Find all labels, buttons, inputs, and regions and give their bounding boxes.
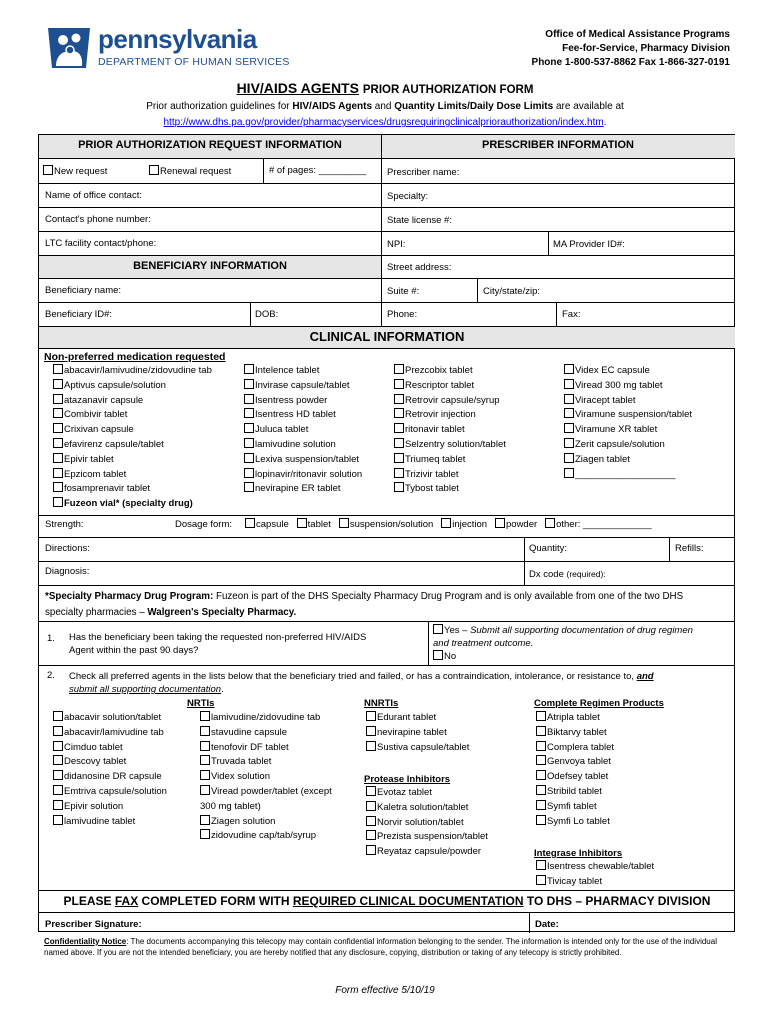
city-state-zip-field[interactable]: City/state/zip: bbox=[483, 286, 541, 297]
logo-subtitle: DEPARTMENT OF HUMAN SERVICES bbox=[98, 56, 290, 68]
agent-option[interactable] bbox=[536, 875, 654, 890]
med-label: efavirenz capsule/tablet bbox=[64, 438, 164, 450]
med-label: atazanavir capsule bbox=[64, 394, 144, 406]
agent-option[interactable] bbox=[536, 785, 614, 800]
agent-label: Truvada tablet bbox=[211, 756, 272, 768]
med-option[interactable] bbox=[564, 364, 692, 379]
agent-label: Odefsey tablet bbox=[547, 771, 609, 783]
q1-text bbox=[69, 631, 366, 657]
refills-field[interactable]: Refills: bbox=[675, 543, 704, 554]
med-option[interactable] bbox=[53, 482, 212, 497]
agent-option[interactable] bbox=[53, 755, 167, 770]
agent-label: Videx solution bbox=[211, 771, 270, 783]
agent-label: Emtriva capsule/solution bbox=[64, 785, 167, 797]
med-label: fosamprenavir tablet bbox=[64, 483, 151, 495]
agent-option[interactable] bbox=[536, 770, 614, 785]
med-option[interactable] bbox=[564, 423, 692, 438]
med-label: Isentress HD tablet bbox=[255, 409, 336, 421]
agent-option[interactable] bbox=[536, 860, 654, 875]
dx-required: (required): bbox=[566, 569, 606, 579]
agent-label: Prezista suspension/tablet bbox=[377, 831, 488, 843]
med-option[interactable] bbox=[244, 408, 362, 423]
med-option[interactable] bbox=[53, 423, 212, 438]
agent-option[interactable] bbox=[53, 741, 167, 756]
q1-line: Agent within the past 90 days? bbox=[69, 645, 199, 656]
med-option[interactable] bbox=[53, 438, 212, 453]
q2-text bbox=[69, 670, 654, 696]
guide-text: Prior authorization guidelines for bbox=[146, 101, 293, 112]
dx-code-label: Dx code bbox=[529, 569, 564, 580]
med-option[interactable] bbox=[564, 408, 692, 423]
notice-title: Confidentiality Notice bbox=[44, 937, 127, 946]
med-label: Zerit capsule/solution bbox=[575, 438, 665, 450]
med-option[interactable] bbox=[394, 482, 506, 497]
med-option[interactable] bbox=[394, 408, 506, 423]
dosage-form-options bbox=[245, 518, 652, 531]
dosage-label: tablet bbox=[307, 519, 331, 530]
agent-option[interactable] bbox=[366, 726, 469, 741]
med-option[interactable] bbox=[394, 364, 506, 379]
dhs-logo bbox=[44, 24, 290, 72]
agent-label: lamivudine tablet bbox=[64, 815, 136, 827]
med-option[interactable] bbox=[564, 438, 692, 453]
agent-label: Isentress chewable/tablet bbox=[547, 861, 655, 872]
agent-label: Tivicay tablet bbox=[547, 875, 603, 887]
agent-option[interactable] bbox=[200, 829, 332, 844]
prescriber-signature-field[interactable]: Prescriber Signature: bbox=[45, 919, 142, 930]
beneficiary-id-field[interactable]: Beneficiary ID#: bbox=[45, 309, 113, 320]
q2-line: submit all supporting documentation bbox=[69, 684, 222, 695]
agent-option[interactable] bbox=[200, 770, 332, 785]
directions-field[interactable]: Directions: bbox=[45, 543, 90, 554]
form-title-sub: PRIOR AUTHORIZATION FORM bbox=[362, 84, 534, 96]
office-line: Office of Medical Assistance Programs bbox=[545, 29, 730, 40]
med-label: ___________________ bbox=[575, 468, 676, 480]
med-label: Crixivan capsule bbox=[64, 424, 134, 436]
med-option[interactable] bbox=[394, 379, 506, 394]
agent-option[interactable] bbox=[200, 711, 332, 726]
yes-note: Submit all supporting documentation of drug regimen bbox=[470, 625, 693, 636]
prescriber-fax-field[interactable]: Fax: bbox=[562, 309, 581, 320]
specialty-bold: *Specialty Pharmacy Drug Program: bbox=[45, 591, 214, 602]
med-label: Prezcobix tablet bbox=[405, 365, 473, 376]
agent-option[interactable] bbox=[366, 711, 469, 726]
agent-option[interactable] bbox=[536, 800, 614, 815]
keystone-logo-icon bbox=[44, 26, 94, 70]
pages-field[interactable]: # of pages: _________ bbox=[269, 165, 367, 176]
dob-field[interactable]: DOB: bbox=[255, 309, 279, 320]
med-label: ritonavir tablet bbox=[405, 424, 465, 436]
agent-option[interactable] bbox=[366, 741, 469, 756]
agent-label: stavudine capsule bbox=[211, 726, 288, 738]
med-label: Fuzeon vial* (specialty drug) bbox=[64, 498, 193, 510]
strength-field[interactable]: Strength: bbox=[45, 519, 84, 530]
agent-label: Kaletra solution/tablet bbox=[377, 801, 469, 813]
nrti-heading: NRTIs bbox=[187, 698, 215, 709]
agent-option[interactable] bbox=[536, 711, 614, 726]
npi-field[interactable]: NPI: bbox=[387, 239, 406, 250]
office-contact-field[interactable]: Name of office contact: bbox=[45, 190, 142, 201]
agent-option[interactable] bbox=[200, 815, 332, 830]
office-line: Phone 1-800-537-8862 Fax 1-866-327-0191 bbox=[531, 57, 730, 68]
fax-banner-text: PLEASE bbox=[63, 894, 115, 908]
guide-text: are available at bbox=[553, 101, 624, 112]
fax-banner-text: FAX bbox=[114, 894, 139, 908]
q1-no-option[interactable] bbox=[433, 650, 693, 663]
agent-option[interactable] bbox=[536, 815, 614, 830]
request-info-header: PRIOR AUTHORIZATION REQUEST INFORMATION bbox=[78, 139, 342, 151]
agent-label: Sustiva capsule/tablet bbox=[377, 741, 470, 753]
med-label: Invirase capsule/tablet bbox=[255, 379, 350, 391]
fax-banner-text: REQUIRED CLINICAL DOCUMENTATION bbox=[292, 894, 524, 908]
agent-option[interactable] bbox=[53, 726, 167, 741]
logo-wordmark: pennsylvania bbox=[98, 24, 257, 54]
med-label: Trizivir tablet bbox=[405, 468, 459, 480]
agent-option[interactable] bbox=[366, 816, 488, 831]
dosage-option[interactable] bbox=[297, 519, 331, 530]
dosage-option[interactable] bbox=[245, 519, 289, 530]
beneficiary-name-field[interactable]: Beneficiary name: bbox=[45, 285, 122, 296]
q1-number: 1. bbox=[47, 633, 55, 644]
agent-option[interactable] bbox=[200, 726, 332, 741]
agent-label: Symfi Lo tablet bbox=[547, 815, 610, 827]
nnrti-heading: NNRTIs bbox=[364, 698, 399, 709]
clinical-info-header: CLINICAL INFORMATION bbox=[309, 329, 465, 344]
med-option[interactable] bbox=[53, 468, 212, 483]
agent-label: lamivudine/zidovudine tab bbox=[211, 712, 321, 723]
med-option-other[interactable] bbox=[564, 468, 692, 483]
med-label: Aptivus capsule/solution bbox=[64, 379, 166, 391]
dosage-label: powder bbox=[506, 519, 538, 530]
option-label: New request bbox=[54, 166, 108, 177]
q1-answers bbox=[433, 624, 693, 663]
dosage-form-label: Dosage form: bbox=[175, 519, 233, 530]
no-label: No bbox=[444, 651, 457, 662]
agent-label: tenofovir DF tablet bbox=[211, 741, 289, 753]
fax-banner bbox=[39, 895, 735, 907]
med-label: Lexiva suspension/tablet bbox=[255, 453, 360, 465]
q1-line: Has the beneficiary been taking the requested non-preferred HIV/AIDS bbox=[69, 632, 367, 643]
agent-label: Ziagen solution bbox=[211, 815, 276, 827]
med-label: abacavir/lamivudine/zidovudine tab bbox=[64, 365, 212, 376]
med-label: nevirapine ER tablet bbox=[255, 483, 341, 495]
agent-label: Stribild tablet bbox=[547, 785, 602, 797]
med-label: Retrovir capsule/syrup bbox=[405, 394, 500, 406]
dosage-label: other: _____________ bbox=[556, 519, 652, 530]
med-label: Videx EC capsule bbox=[575, 365, 650, 376]
option-label: Renewal request bbox=[160, 166, 232, 177]
dx-code-field[interactable] bbox=[529, 568, 606, 581]
guidelines-text bbox=[0, 99, 770, 131]
guide-bold: Quantity Limits/Daily Dose Limits bbox=[394, 101, 554, 112]
agent-option[interactable] bbox=[53, 785, 167, 800]
med-option[interactable] bbox=[394, 423, 506, 438]
agent-label: Norvir solution/tablet bbox=[377, 816, 464, 828]
diagnosis-field[interactable]: Diagnosis: bbox=[45, 566, 90, 577]
agent-option[interactable] bbox=[200, 755, 332, 770]
dosage-option[interactable] bbox=[441, 519, 487, 530]
fax-banner-text: TO DHS – PHARMACY DIVISION bbox=[523, 894, 711, 908]
agent-option[interactable] bbox=[366, 845, 488, 860]
nonpref-col-4 bbox=[564, 364, 692, 482]
new-request-option[interactable] bbox=[43, 165, 107, 178]
agent-option[interactable] bbox=[536, 741, 614, 756]
nnrti-col bbox=[366, 711, 469, 755]
agent-label: Epivir solution bbox=[64, 800, 124, 812]
agent-option[interactable] bbox=[53, 815, 167, 830]
nrti-col-a bbox=[53, 711, 167, 829]
yes-label: Yes – bbox=[444, 625, 468, 636]
guide-bold: HIV/AIDS Agents bbox=[292, 101, 373, 112]
beneficiary-info-header: BENEFICIARY INFORMATION bbox=[133, 260, 287, 272]
specialty-bold: Walgreen's Specialty Pharmacy. bbox=[147, 607, 297, 618]
agent-option[interactable] bbox=[200, 741, 332, 756]
agent-option[interactable] bbox=[536, 726, 614, 741]
q2-line: . bbox=[221, 684, 224, 695]
protease-col bbox=[366, 786, 488, 860]
med-option[interactable] bbox=[244, 468, 362, 483]
med-label: Viramune XR tablet bbox=[575, 424, 658, 436]
med-option[interactable] bbox=[244, 438, 362, 453]
agent-label: Viread powder/tablet (except bbox=[211, 785, 332, 797]
med-label: lamivudine solution bbox=[255, 438, 336, 450]
specialty-program-note bbox=[45, 589, 683, 621]
q2-line: Check all preferred agents in the lists below that the beneficiary tried and failed, or has a contraindication, intolerance, or resistance to, bbox=[69, 671, 635, 682]
agent-label: Evotaz tablet bbox=[377, 787, 432, 798]
nonpreferred-title: Non-preferred medication requested bbox=[44, 351, 226, 363]
fuzeon-option[interactable] bbox=[53, 497, 212, 512]
med-label: Epivir tablet bbox=[64, 453, 114, 465]
med-label: Triumeq tablet bbox=[405, 453, 466, 465]
quantity-field[interactable]: Quantity: bbox=[529, 543, 568, 554]
prescriber-name-field[interactable]: Prescriber name: bbox=[387, 167, 460, 178]
form-effective-date: Form effective 5/10/19 bbox=[335, 985, 435, 996]
form-title-main: HIV/AIDS AGENTS bbox=[236, 80, 359, 96]
agent-option[interactable] bbox=[366, 830, 488, 845]
med-label: Selzentry solution/tablet bbox=[405, 438, 506, 450]
agent-label-cont: 300 mg tablet) bbox=[200, 800, 261, 812]
new-request-checkbox[interactable] bbox=[43, 165, 53, 175]
office-contact-block bbox=[532, 28, 730, 70]
renewal-request-option[interactable] bbox=[149, 165, 231, 178]
agent-option[interactable] bbox=[536, 755, 614, 770]
dosage-option[interactable] bbox=[339, 519, 433, 530]
med-label: Intelence tablet bbox=[255, 365, 320, 376]
med-label: Viramune suspension/tablet bbox=[575, 409, 693, 421]
agent-label: Cimduo tablet bbox=[64, 741, 123, 753]
med-option[interactable] bbox=[244, 453, 362, 468]
ma-provider-id-field[interactable]: MA Provider ID#: bbox=[553, 239, 625, 250]
med-label: Rescriptor tablet bbox=[405, 379, 475, 391]
med-option[interactable] bbox=[53, 379, 212, 394]
dosage-option[interactable] bbox=[495, 519, 537, 530]
q2-and: and bbox=[636, 671, 654, 682]
med-label: Retrovir injection bbox=[405, 409, 476, 421]
q1-yes-option[interactable] bbox=[433, 624, 693, 637]
agent-label: nevirapine tablet bbox=[377, 726, 447, 738]
agent-option[interactable] bbox=[366, 801, 488, 816]
agent-label: Edurant tablet bbox=[377, 712, 437, 723]
agent-option[interactable] bbox=[366, 786, 488, 801]
renewal-request-checkbox[interactable] bbox=[149, 165, 159, 175]
specialty-text: Fuzeon is part of the DHS Specialty Pharmacy Drug Program and is only available from one of the two DHS bbox=[213, 591, 684, 602]
med-option[interactable] bbox=[394, 453, 506, 468]
med-option[interactable] bbox=[244, 394, 362, 409]
agent-label: zidovudine cap/tab/syrup bbox=[211, 830, 317, 842]
med-label: lopinavir/ritonavir solution bbox=[255, 468, 363, 480]
agent-label: Descovy tablet bbox=[64, 756, 127, 768]
complete-regimen-col bbox=[536, 711, 614, 829]
agent-label: Symfi tablet bbox=[547, 800, 597, 812]
agent-option[interactable] bbox=[53, 800, 167, 815]
agent-label: Complera tablet bbox=[547, 741, 615, 753]
med-label: Ziagen tablet bbox=[575, 453, 630, 465]
dosage-label: suspension/solution bbox=[349, 519, 434, 530]
med-option[interactable] bbox=[564, 394, 692, 409]
med-option[interactable] bbox=[244, 364, 362, 379]
agent-label: Genvoya tablet bbox=[547, 756, 611, 768]
specialty-text: specialty pharmacies – bbox=[45, 607, 148, 618]
office-line: Fee-for-Service, Pharmacy Division bbox=[562, 43, 730, 54]
agent-label: Atripla tablet bbox=[547, 712, 600, 723]
guidelines-link[interactable]: http://www.dhs.pa.gov/provider/pharmacyservices/drugsrequiringclinicalpriorauthorization/index.htm bbox=[163, 117, 604, 128]
protease-heading: Protease Inhibitors bbox=[364, 774, 451, 785]
notice-text: : The documents accompanying this telecopy may contain confidential information belonging to the sender. The information is intended only for the use of the individual named above. If you are not the intended beneficiary, you are hereby notified that any disclosure, copying, distribution or taking of any telecopy is strictly prohibited. bbox=[44, 937, 717, 957]
dosage-label: injection bbox=[452, 519, 488, 530]
med-option[interactable] bbox=[564, 379, 692, 394]
med-label: Tybost tablet bbox=[405, 483, 459, 495]
integrase-heading: Integrase Inhibitors bbox=[534, 848, 623, 859]
med-option[interactable] bbox=[53, 364, 212, 379]
ltc-contact-field[interactable]: LTC facility contact/phone: bbox=[45, 238, 157, 249]
agent-label: didanosine DR capsule bbox=[64, 771, 162, 783]
guide-text: and bbox=[372, 101, 395, 112]
integrase-col bbox=[536, 860, 654, 890]
agent-label: abacavir solution/tablet bbox=[64, 712, 162, 723]
med-option[interactable] bbox=[244, 482, 362, 497]
suite-field[interactable]: Suite #: bbox=[387, 286, 420, 297]
med-option[interactable] bbox=[394, 438, 506, 453]
signature-date-field[interactable]: Date: bbox=[535, 919, 559, 930]
nonpref-col-2 bbox=[244, 364, 362, 497]
agent-option[interactable] bbox=[53, 770, 167, 785]
street-address-field[interactable]: Street address: bbox=[387, 262, 452, 273]
med-label: Viread 300 mg tablet bbox=[575, 379, 663, 391]
fax-banner-text: COMPLETED FORM WITH bbox=[138, 894, 293, 908]
med-option[interactable] bbox=[53, 408, 212, 423]
guide-text: . bbox=[603, 117, 607, 128]
complete-regimen-heading: Complete Regimen Products bbox=[534, 698, 664, 709]
form-table bbox=[38, 134, 735, 932]
agent-label: Biktarvy tablet bbox=[547, 726, 607, 738]
med-option[interactable] bbox=[53, 394, 212, 409]
agent-label: Reyataz capsule/powder bbox=[377, 846, 482, 858]
nrti-col-b bbox=[200, 711, 332, 844]
agent-label: abacavir/lamivudine tab bbox=[64, 726, 164, 738]
prescriber-info-header: PRESCRIBER INFORMATION bbox=[482, 139, 634, 151]
q2-number: 2. bbox=[47, 670, 55, 681]
form-title bbox=[0, 80, 770, 96]
state-license-field[interactable]: State license #: bbox=[387, 215, 452, 226]
med-label: Epzicom tablet bbox=[64, 468, 127, 480]
prescriber-phone-field[interactable]: Phone: bbox=[387, 309, 418, 320]
dosage-label: capsule bbox=[256, 519, 289, 530]
nonpref-col-3 bbox=[394, 364, 506, 497]
nonpref-col-1 bbox=[53, 364, 212, 512]
med-option[interactable] bbox=[244, 423, 362, 438]
dosage-option[interactable] bbox=[545, 519, 652, 530]
med-option[interactable] bbox=[394, 468, 506, 483]
med-label: Isentress powder bbox=[255, 394, 328, 406]
confidentiality-notice bbox=[44, 936, 734, 958]
med-option[interactable] bbox=[394, 394, 506, 409]
yes-note: and treatment outcome. bbox=[433, 638, 534, 649]
agent-option[interactable] bbox=[53, 711, 167, 726]
med-option[interactable] bbox=[244, 379, 362, 394]
contact-phone-field[interactable]: Contact's phone number: bbox=[45, 214, 151, 225]
agent-option[interactable] bbox=[200, 785, 332, 800]
med-label: Viracept tablet bbox=[575, 394, 636, 406]
med-option[interactable] bbox=[53, 453, 212, 468]
specialty-field[interactable]: Specialty: bbox=[387, 191, 429, 202]
med-option[interactable] bbox=[564, 453, 692, 468]
med-label: Juluca tablet bbox=[255, 424, 309, 436]
med-label: Combivir tablet bbox=[64, 409, 128, 421]
